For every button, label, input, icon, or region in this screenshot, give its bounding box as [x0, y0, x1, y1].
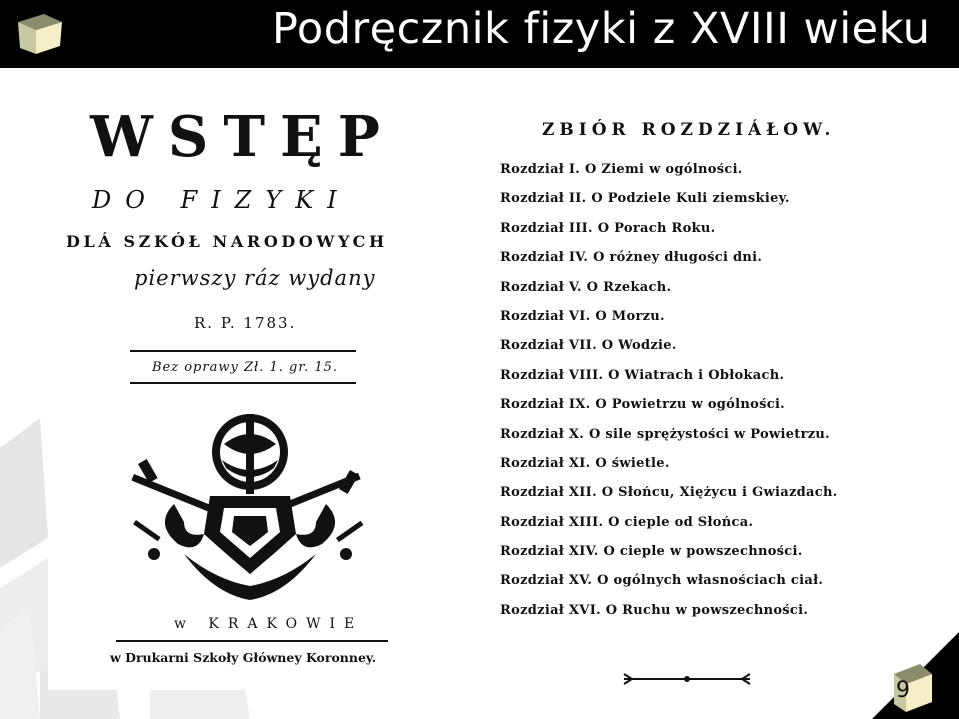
book-printer: w Drukarni Szkoły Główney Koronney. [110, 650, 377, 665]
book-title-page [48, 86, 472, 690]
book-audience: DLÁ SZKÓŁ NARODOWYCH [66, 232, 388, 251]
book-edition: pierwszy ráz wydany [134, 266, 376, 290]
page-number: 9 [896, 678, 910, 703]
printer-ornament-icon [622, 672, 752, 686]
chapter-item: Rozdział II. O Podziele Kuli ziemskiey. [500, 191, 790, 207]
chapter-item: Rozdział VI. O Morzu. [500, 308, 665, 324]
rule-printer-top [116, 640, 388, 642]
coat-of-arms-emblem [114, 404, 386, 604]
book-title: WSTĘP [90, 104, 395, 170]
slide-title: Podręcznik fizyki z XVIII wieku [272, 4, 931, 54]
book-contents-page [472, 86, 887, 690]
rule-top [130, 350, 356, 352]
chapter-item: Rozdział V. O Rzekach. [500, 279, 672, 295]
chapter-item: Rozdział VIII. O Wiatrach i Obłokach. [500, 367, 785, 383]
chapter-item: Rozdział IX. O Powietrzu w ogólności. [500, 397, 786, 413]
chapter-item: Rozdział XVI. O Ruchu w powszechności. [500, 602, 809, 618]
page-number-cube-icon [872, 632, 959, 719]
chapter-item: Rozdział XIV. O cieple w powszechności. [500, 544, 803, 560]
book-city: w KRAKOWIE [174, 616, 364, 632]
rule-bottom [130, 382, 356, 384]
chapter-item: Rozdział XIII. O cieple od Słońca. [500, 514, 754, 530]
book-price: Bez oprawy Zł. 1. gr. 15. [152, 360, 339, 375]
slide-header-bar [0, 0, 959, 68]
chapter-item: Rozdział XII. O Słońcu, Xiężycu i Gwiazdach. [500, 485, 838, 501]
chapter-item: Rozdział XV. O ogólnych własnościach ciał. [500, 573, 824, 589]
contents-heading: ZBIÓR ROZDZIÁŁOW. [542, 120, 836, 140]
chapter-item: Rozdział VII. O Wodzie. [500, 338, 677, 354]
chapter-list [500, 162, 838, 632]
cube-logo-icon [14, 8, 66, 58]
chapter-item: Rozdział I. O Ziemi w ogólności. [500, 162, 743, 177]
chapter-item: Rozdział XI. O świetle. [500, 455, 670, 471]
chapter-item: Rozdział X. O sile sprężystości w Powietrzu. [500, 426, 830, 442]
book-year: R. P. 1783. [194, 314, 297, 332]
chapter-item: Rozdział IV. O różney długości dni. [500, 250, 763, 266]
book-subtitle: DO FIZYKI [92, 186, 351, 214]
chapter-item: Rozdział III. O Porach Roku. [500, 220, 716, 236]
